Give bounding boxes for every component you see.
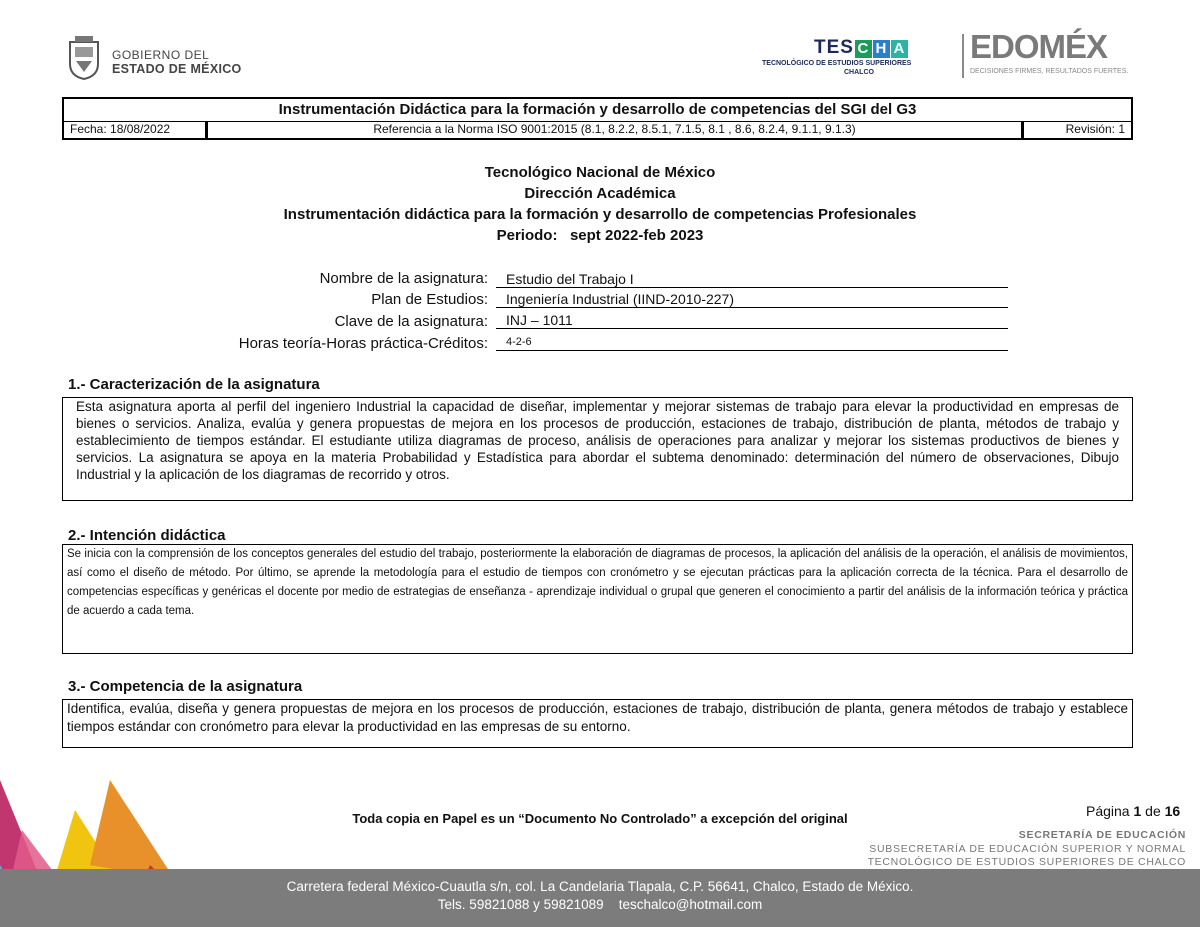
subject-name-value: Estudio del Trabajo I bbox=[496, 272, 1008, 288]
section1-text: Esta asignatura aporta al perfil del ingeniero Industrial la capacidad de diseñar, implementar y mejorar sistemas de trabajo para elevar la productividad en empresas de bienes o servicios. Analiza, evalúa y genera propuestas de mejora en los procesos de producción, estaciones de trabajo, distribución de planta, métodos de trabajo y establecimiento de tiempos estándar. El estudiante utiliza diagramas de proceso, análisis de operaciones para analizar y mejorar los sistemas productivos de bienes y servicios. La asignatura se apoya en la materia Probabilidad y Estadística para abordar el subtema denominado: determinación del número de observaciones, Dibujo Industrial y la aplicación de los diagramas de recorrido y otros. bbox=[62, 397, 1133, 501]
plan-label: Plan de Estudios: bbox=[371, 291, 488, 308]
tescha-c: C bbox=[855, 40, 872, 58]
table-reference: Referencia a la Norma ISO 9001:2015 (8.1, 8.2.2, 8.5.1, 7.1.5, 8.1 , 8.6, 8.2.4, 9.1.1, 9.1.3) bbox=[208, 121, 1024, 138]
clave-label: Clave de la asignatura: bbox=[334, 313, 488, 330]
page-label: Página bbox=[1086, 803, 1130, 819]
subject-name-label: Nombre de la asignatura: bbox=[319, 270, 488, 287]
title-direccion: Dirección Académica bbox=[524, 185, 676, 202]
gobierno-logo bbox=[66, 34, 256, 84]
logo-divider bbox=[962, 34, 964, 78]
tescha-subtitle: TECNOLÓGICO DE ESTUDIOS SUPERIORES bbox=[762, 60, 912, 67]
section2-text: Se inicia con la comprensión de los conceptos generales del estudio del trabajo, posteriormente la elaboración de diagramas de procesos, la aplicación del análisis de la operación, el análisis de movimientos, así como el diseño de método. Por último, se aprende la metodología para el estudio de tiempos con cronómetro y se ejecutan prácticas para la aplicación correcta de la técnica. Para el desarrollo de competencias específicas y genéricas el docente por medio de estrategias de enseñanza - aprendizaje individual o grupal que generen el conocimiento a partir del análisis de la información teórica y práctica de acuerdo a cada tema. bbox=[62, 544, 1133, 654]
page-indicator bbox=[1086, 803, 1180, 819]
section3-text: Identifica, evalúa, diseña y genera propuestas de mejora en los procesos de producción, estaciones de trabajo, distribución de planta, genera métodos de trabajo y establece tiempos estándar con cronómetro para elevar la productividad en las empresas de su entorno. bbox=[62, 699, 1133, 748]
page-of: de bbox=[1145, 803, 1161, 819]
tescha-wordmark bbox=[814, 37, 908, 59]
edomex-slogan: DECISIONES FIRMES, RESULTADOS FUERTES. bbox=[970, 68, 1129, 75]
gob-line2: ESTADO DE MÉXICO bbox=[112, 62, 242, 76]
tescha-a: A bbox=[891, 40, 908, 58]
clave-value: INJ – 1011 bbox=[496, 313, 1008, 329]
title-periodo: Periodo: sept 2022-feb 2023 bbox=[496, 227, 704, 244]
section2-heading: 2.- Intención didáctica bbox=[68, 527, 226, 544]
secretaria-label: SECRETARÍA DE EDUCACIÓN bbox=[1018, 829, 1186, 841]
edomex-logo bbox=[962, 28, 1162, 80]
horas-label: Horas teoría-Horas práctica-Créditos: bbox=[238, 335, 488, 352]
title-tecnm: Tecnológico Nacional de México bbox=[484, 164, 716, 181]
uncontrolled-copy-note: Toda copia en Papel es un “Documento No Controlado” a excepción del original bbox=[352, 811, 848, 826]
gob-line1: GOBIERNO DEL bbox=[112, 48, 210, 62]
table-date: Fecha: 18/08/2022 bbox=[64, 121, 208, 138]
subsecretaria-label: SUBSECRETARÍA DE EDUCACIÓN SUPERIOR Y NORMAL bbox=[869, 843, 1186, 855]
page-total: 16 bbox=[1164, 803, 1181, 819]
table-revision: Revisión: 1 bbox=[1065, 122, 1125, 136]
document-control-table bbox=[62, 97, 1133, 140]
plan-value: Ingeniería Industrial (IIND-2010-227) bbox=[496, 292, 1008, 308]
page-number: 1 bbox=[1133, 803, 1142, 819]
horas-value: 4-2-6 bbox=[496, 335, 1008, 351]
tescha-subtitle-2: CHALCO bbox=[844, 69, 874, 76]
title-instrumentacion: Instrumentación didáctica para la formación y desarrollo de competencias Profesionales bbox=[283, 206, 917, 223]
tecnologico-label: TECNOLÓGICO DE ESTUDIOS SUPERIORES DE CHALCO bbox=[867, 856, 1186, 868]
section3-heading: 3.- Competencia de la asignatura bbox=[68, 678, 303, 695]
tescha-h: H bbox=[873, 40, 890, 58]
state-seal-icon bbox=[66, 34, 102, 80]
footer-contact: Tels. 59821088 y 59821089 teschalco@hotmail.com bbox=[437, 897, 763, 912]
section1-heading: 1.- Caracterización de la asignatura bbox=[68, 376, 320, 393]
table-title: Instrumentación Didáctica para la formación y desarrollo de competencias del SGI del G3 bbox=[64, 99, 1131, 122]
edomex-wordmark: EDOMÉX bbox=[970, 28, 1108, 65]
tescha-logo bbox=[762, 38, 958, 80]
footer-address: Carretera federal México-Cuautla s/n, col. La Candelaria Tlapala, C.P. 56641, Chalco, Estado de México. bbox=[286, 879, 914, 894]
tescha-prefix: TES bbox=[814, 37, 854, 58]
